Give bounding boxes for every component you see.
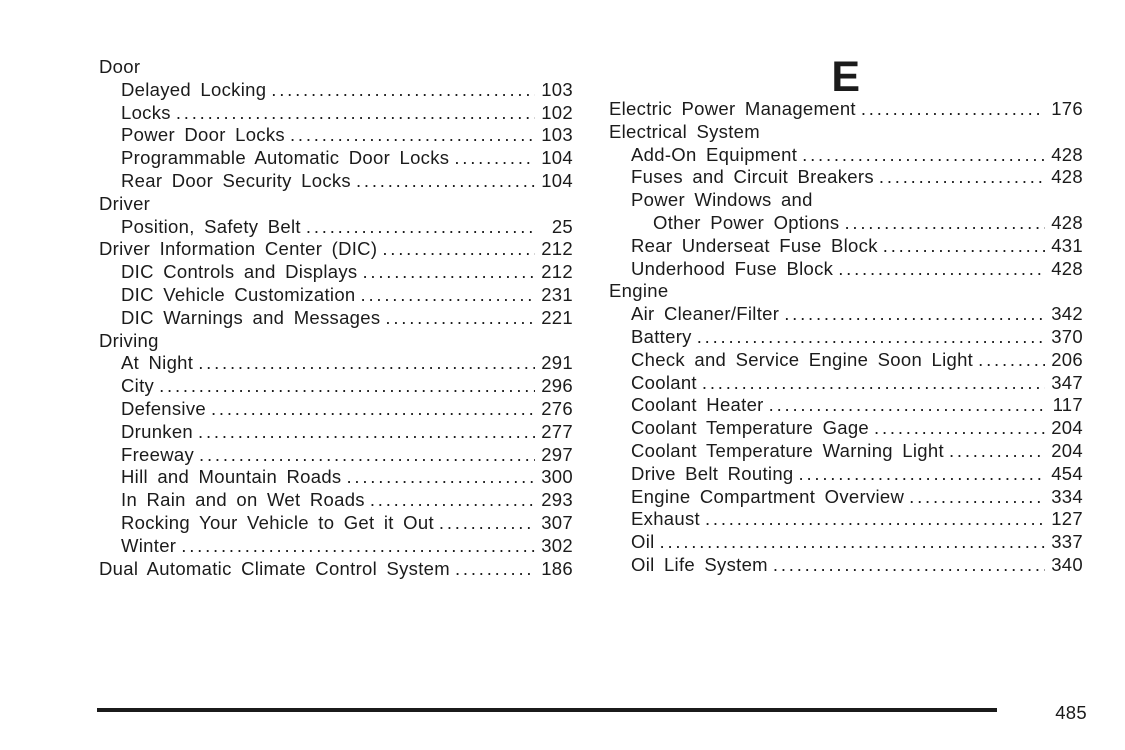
index-heading: [609, 121, 1083, 144]
entry-page-number: 231: [541, 283, 573, 305]
entry-label: Rear Door Security Locks: [121, 169, 351, 191]
dot-leader: [978, 349, 1045, 372]
entry-page-number: 104: [541, 169, 573, 191]
index-entry: [99, 558, 573, 581]
entry-label: Coolant Temperature Gage: [631, 417, 870, 439]
entry-page-number: 103: [541, 78, 573, 100]
entry-label: Drive Belt Routing: [631, 462, 794, 484]
index-entry: [99, 444, 573, 467]
index-entry: [99, 512, 573, 535]
entry-page-number: 176: [1051, 98, 1083, 119]
dot-leader: [271, 79, 535, 102]
index-entry: [609, 440, 1083, 463]
entry-page-number: 221: [541, 306, 573, 328]
index-entry: [99, 79, 573, 102]
entry-page-number: 307: [541, 511, 573, 533]
dot-leader: [306, 216, 535, 239]
index-entry: [609, 417, 1083, 440]
dot-leader: [362, 261, 535, 284]
index-entry: [99, 398, 573, 421]
entry-page-number: 431: [1051, 234, 1083, 256]
index-heading: [99, 330, 573, 353]
index-entry: [99, 261, 573, 284]
index-entry: [609, 508, 1083, 531]
entry-label: Dual Automatic Climate Control System: [99, 557, 450, 579]
index-entry: [609, 463, 1083, 486]
index-entry: [99, 102, 573, 125]
dot-leader: [773, 554, 1045, 577]
dot-leader: [455, 558, 535, 581]
index-entry: [609, 554, 1083, 577]
entry-page-number: 342: [1051, 303, 1083, 325]
page-number: 485: [1055, 702, 1087, 723]
dot-leader: [198, 421, 535, 444]
entry-page-number: 102: [541, 101, 573, 123]
entry-label: Door: [99, 56, 141, 77]
index-entry: [99, 466, 573, 489]
entry-page-number: 297: [541, 443, 573, 465]
entry-page-number: 428: [1051, 211, 1083, 233]
entry-page-number: 276: [541, 397, 573, 419]
entry-label: Defensive: [121, 397, 206, 419]
dot-leader: [697, 326, 1045, 349]
entry-label: Driving: [99, 329, 159, 351]
index-entry: [609, 372, 1083, 395]
index-entry: [99, 489, 573, 512]
index-entry: [609, 303, 1083, 326]
entry-page-number: 127: [1051, 508, 1083, 530]
dot-leader: [784, 303, 1045, 326]
dot-leader: [199, 444, 535, 467]
dot-leader: [454, 147, 535, 170]
index-entry: [99, 307, 573, 330]
entry-page-number: 296: [541, 375, 573, 397]
entry-label: Rocking Your Vehicle to Get it Out: [121, 511, 434, 533]
index-entry: [99, 352, 573, 375]
entry-page-number: 334: [1051, 485, 1083, 507]
entry-page-number: 454: [1051, 462, 1083, 484]
entry-label: Power Door Locks: [121, 124, 285, 146]
entry-label: Winter: [121, 534, 177, 556]
entry-label: Electric Power Management: [609, 98, 856, 119]
dot-leader: [385, 307, 535, 330]
entry-page-number: 337: [1051, 531, 1083, 553]
entry-label: Air Cleaner/Filter: [631, 303, 780, 325]
index-entry: [609, 349, 1083, 372]
index-entry: [609, 531, 1083, 554]
index-columns: [99, 53, 1083, 580]
entry-page-number: 25: [551, 215, 573, 237]
index-entry: [99, 124, 573, 147]
entry-label: Coolant Temperature Warning Light: [631, 439, 944, 461]
index-entry: [99, 421, 573, 444]
entry-label: Electrical System: [609, 120, 760, 142]
entry-page-number: 204: [1051, 417, 1083, 439]
entry-page-number: 277: [541, 420, 573, 442]
index-entry: [609, 98, 1083, 121]
index-entry: [609, 235, 1083, 258]
entry-label: In Rain and on Wet Roads: [121, 489, 365, 511]
dot-leader: [802, 144, 1045, 167]
entry-page-number: 302: [541, 534, 573, 556]
entry-page-number: 428: [1051, 143, 1083, 165]
entry-label: Driver Information Center (DIC): [99, 238, 378, 260]
entry-label: Drunken: [121, 420, 194, 442]
dot-leader: [176, 102, 535, 125]
dot-leader: [211, 398, 535, 421]
entry-page-number: 206: [1051, 348, 1083, 370]
entry-label: Rear Underseat Fuse Block: [631, 234, 878, 256]
entry-label: Position, Safety Belt: [121, 215, 301, 237]
dot-leader: [844, 212, 1045, 235]
index-entry: [609, 394, 1083, 417]
dot-leader: [838, 258, 1045, 281]
index-entry: [99, 216, 573, 239]
dot-leader: [181, 535, 535, 558]
entry-page-number: 103: [541, 124, 573, 146]
entry-label: DIC Warnings and Messages: [121, 306, 381, 328]
dot-leader: [769, 394, 1045, 417]
entry-label: At Night: [121, 352, 194, 374]
entry-label: City: [121, 375, 155, 397]
section-letter-heading: E: [831, 53, 861, 101]
dot-leader: [799, 463, 1046, 486]
index-entry: [609, 486, 1083, 509]
index-column-left: [99, 56, 573, 580]
index-heading: [609, 189, 1083, 212]
dot-leader: [382, 238, 535, 261]
entry-label: DIC Controls and Displays: [121, 261, 358, 283]
index-entry: [609, 326, 1083, 349]
dot-leader: [159, 375, 535, 398]
entry-label: Exhaust: [631, 508, 700, 530]
index-entry: [99, 170, 573, 193]
entry-label: Oil Life System: [631, 553, 768, 575]
entry-label: Programmable Automatic Door Locks: [121, 147, 450, 169]
entry-page-number: 340: [1051, 553, 1083, 575]
entry-label: Fuses and Circuit Breakers: [631, 166, 874, 188]
footer-rule: [97, 708, 997, 712]
index-entry: [609, 166, 1083, 189]
entry-page-number: 212: [541, 261, 573, 283]
entry-label: Oil: [631, 531, 655, 553]
entry-label: Check and Service Engine Soon Light: [631, 348, 974, 370]
entry-label: Add-On Equipment: [631, 143, 798, 165]
index-entry: [99, 284, 573, 307]
dot-leader: [370, 489, 535, 512]
entry-page-number: 117: [1052, 394, 1083, 416]
entry-label: Power Windows and: [631, 189, 813, 211]
entry-label: Other Power Options: [653, 211, 840, 233]
dot-leader: [361, 284, 535, 307]
index-entry: [609, 144, 1083, 167]
index-heading: [99, 56, 573, 79]
entry-label: Delayed Locking: [121, 78, 267, 100]
dot-leader: [356, 170, 535, 193]
dot-leader: [949, 440, 1045, 463]
entry-label: Coolant Heater: [631, 394, 764, 416]
entry-label: DIC Vehicle Customization: [121, 283, 356, 305]
index-entry: [99, 535, 573, 558]
entry-label: Locks: [121, 101, 171, 123]
index-entry: [99, 375, 573, 398]
entry-page-number: 291: [541, 352, 573, 374]
entry-page-number: 347: [1051, 371, 1083, 393]
entry-label: Freeway: [121, 443, 195, 465]
dot-leader: [861, 98, 1045, 121]
dot-leader: [702, 372, 1045, 395]
entry-label: Engine: [609, 280, 669, 302]
dot-leader: [198, 352, 535, 375]
entry-label: Driver: [99, 192, 151, 214]
entry-label: Underhood Fuse Block: [631, 257, 834, 279]
dot-leader: [439, 512, 535, 535]
entry-page-number: 186: [541, 557, 573, 579]
index-entry: [609, 258, 1083, 281]
entry-page-number: 428: [1051, 166, 1083, 188]
entry-page-number: 204: [1051, 439, 1083, 461]
index-heading: [99, 193, 573, 216]
entry-page-number: 428: [1051, 257, 1083, 279]
dot-leader: [909, 486, 1045, 509]
entry-label: Hill and Mountain Roads: [121, 466, 342, 488]
index-entry: [99, 238, 573, 261]
entry-label: Coolant: [631, 371, 697, 393]
entry-page-number: 300: [541, 466, 573, 488]
entry-label: Engine Compartment Overview: [631, 485, 905, 507]
entry-page-number: 104: [541, 147, 573, 169]
dot-leader: [290, 124, 535, 147]
entry-page-number: 293: [541, 489, 573, 511]
index-entry: [99, 147, 573, 170]
dot-leader: [705, 508, 1045, 531]
entry-page-number: 212: [541, 238, 573, 260]
index-column-right: [609, 53, 1083, 580]
dot-leader: [660, 531, 1045, 554]
index-heading: [609, 280, 1083, 303]
entry-page-number: 370: [1051, 325, 1083, 347]
index-entry: [609, 212, 1083, 235]
dot-leader: [883, 235, 1045, 258]
dot-leader: [874, 417, 1045, 440]
dot-leader: [346, 466, 535, 489]
dot-leader: [879, 166, 1045, 189]
entry-label: Battery: [631, 325, 692, 347]
